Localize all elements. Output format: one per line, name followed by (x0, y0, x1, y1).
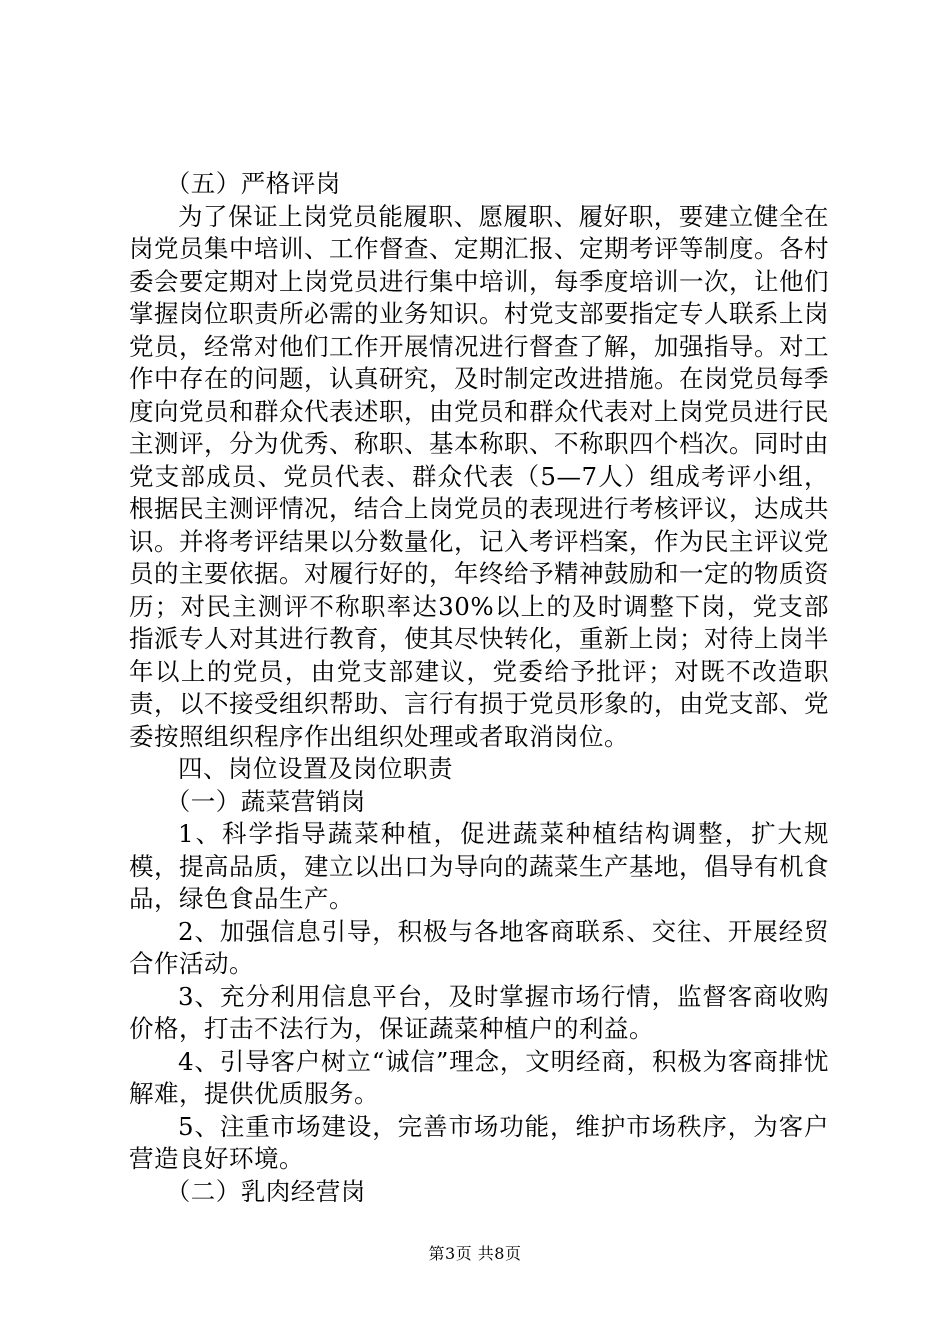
subsection-heading-vegetable-marketing: （一）蔬菜营销岗 (165, 786, 366, 816)
section-heading-post-setup: 四、岗位设置及岗位职责 (178, 754, 453, 783)
document-body (129, 168, 829, 1208)
list-item-1: 1、科学指导蔬菜种植，促进蔬菜种植结构调整，扩大规模，提高品质，建立以出口为导向的蔬菜生产基地，倡导有机食品，绿色食品生产。 (129, 819, 829, 913)
list-item-2: 2、加强信息引导，积极与各地客商联系、交往、开展经贸合作活动。 (129, 916, 829, 978)
list-item-5: 5、注重市场建设，完善市场功能，维护市场秩序，为客户营造良好环境。 (129, 1111, 829, 1173)
paragraph-evaluation-rules: 为了保证上岗党员能履职、愿履职、履好职，要建立健全在岗党员集中培训、工作督查、定期汇报、定期考评等制度。各村委会要定期对上岗党员进行集中培训，每季度培训一次，让他们掌握岗位职责所必需的业务知识。村党支部要指定专人联系上岗党员，经常对他们工作开展情况进行督查了解，加强指导。对工作中存在的问题，认真研究，及时制定改进措施。在岗党员每季度向党员和群众代表述职，由党员和群众代表对上岗党员进行民主测评，分为优秀、称职、基本称职、不称职四个档次。同时由党支部成员、党员代表、群众代表（5—7人）组成考评小组，根据民主测评情况，结合上岗党员的表现进行考核评议，达成共识。并将考评结果以分数量化，记入考评档案，作为民主评议党员的主要依据。对履行好的，年终给予精神鼓励和一定的物质资历；对民主测评不称职率达30%以上的及时调整下岗，党支部指派专人对其进行教育，使其尽快转化，重新上岗；对待上岗半年以上的党员，由党支部建议，党委给予批评；对既不改造职责，以不接受组织帮助、言行有损于党员形象的，由党支部、党委按照组织程序作出组织处理或者取消岗位。 (129, 201, 829, 751)
list-item-3: 3、充分利用信息平台，及时掌握市场行情，监督客商收购价格，打击不法行为，保证蔬菜种植户的利益。 (129, 981, 829, 1043)
subsection-heading-dairy-meat: （二）乳肉经营岗 (165, 1176, 366, 1206)
section-heading-strict-evaluation: （五）严格评岗 (165, 169, 341, 198)
page-footer: 第3页 共8页 (428, 1244, 522, 1263)
list-item-4: 4、引导客户树立“诚信”理念，文明经商，积极为客商排忧解难，提供优质服务。 (129, 1046, 829, 1108)
